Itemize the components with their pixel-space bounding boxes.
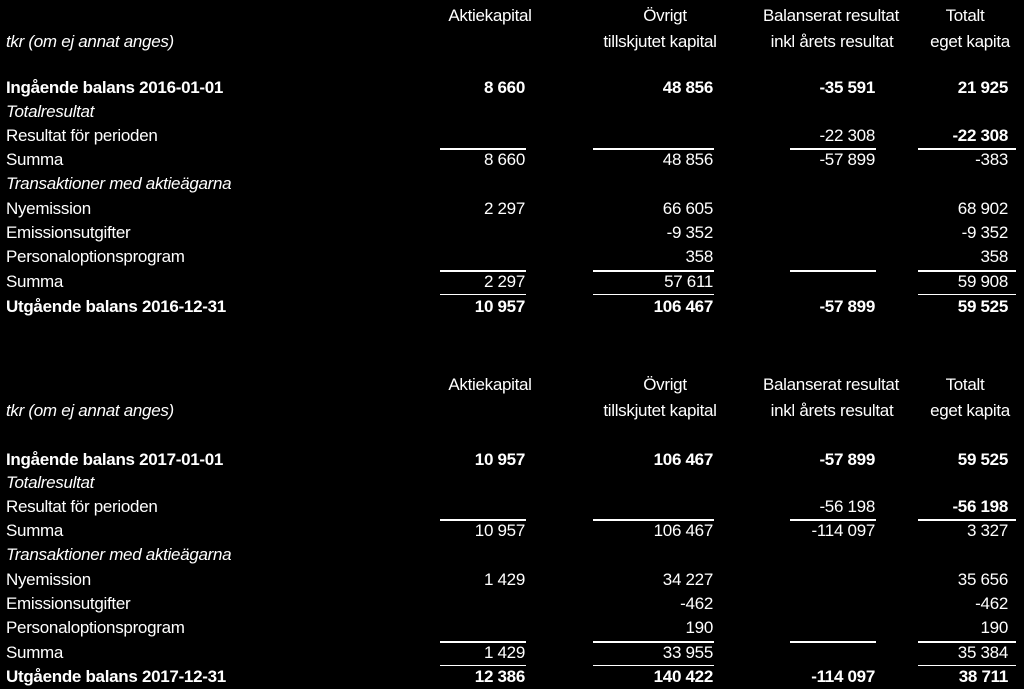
table-row: Utgående balans 2017-12-31 12 386 140 422 -114 097 38 711 xyxy=(6,667,1008,686)
col-header-ovrigt-line2: tillskjutet kapital xyxy=(603,32,717,51)
table-row: Ingående balans 2017-01-01 10 957 106 467 -57 899 59 525 xyxy=(6,450,1008,469)
col-header-totalt-line1: Totalt xyxy=(945,375,985,394)
table-row: Resultat för perioden -56 198 -56 198 xyxy=(6,497,1008,516)
col-header-ovrigt-line1: Övrigt xyxy=(643,6,687,25)
table-row: Personaloptionsprogram 190 190 xyxy=(6,618,1008,637)
col-header-aktiekapital: Aktiekapital xyxy=(448,6,532,25)
col-header-balanserat-line1: Balanserat resultat xyxy=(762,6,900,25)
table-row: Ingående balans 2016-01-01 8 660 48 856 -35 591 21 925 xyxy=(6,78,1008,97)
table-row: Personaloptionsprogram 358 358 xyxy=(6,247,1008,266)
table-row: Utgående balans 2016-12-31 10 957 106 467 -57 899 59 525 xyxy=(6,297,1008,316)
table-row: Summa 10 957 106 467 -114 097 3 327 xyxy=(6,521,1008,540)
col-header-totalt-line1: Totalt xyxy=(945,6,985,25)
col-header-aktiekapital: Aktiekapital xyxy=(448,375,532,394)
table-row: Resultat för perioden -22 308 -22 308 xyxy=(6,126,1008,145)
col-header-ovrigt-line1: Övrigt xyxy=(643,375,687,394)
table-row: Totalresultat xyxy=(6,473,95,492)
unit-label: tkr (om ej annat anges) xyxy=(6,32,174,51)
col-header-balanserat-line2: inkl årets resultat xyxy=(770,32,894,51)
col-header-balanserat-line1: Balanserat resultat xyxy=(762,375,900,394)
unit-label: tkr (om ej annat anges) xyxy=(6,401,174,420)
col-header-totalt-line2: eget kapita xyxy=(930,32,1010,51)
table-row: Totalresultat xyxy=(6,102,95,121)
col-header-ovrigt-line2: tillskjutet kapital xyxy=(603,401,717,420)
table-row: Summa 8 660 48 856 -57 899 -383 xyxy=(6,150,1008,169)
col-header-balanserat-line2: inkl årets resultat xyxy=(770,401,894,420)
table-row: Nyemission 1 429 34 227 35 656 xyxy=(6,570,1008,589)
table-row: Summa 1 429 33 955 35 384 xyxy=(6,643,1008,662)
table-row: Transaktioner med aktieägarna xyxy=(6,174,232,193)
table-row: Summa 2 297 57 611 59 908 xyxy=(6,272,1008,291)
table-row: Emissionsutgifter -9 352 -9 352 xyxy=(6,223,1008,242)
table-row: Transaktioner med aktieägarna xyxy=(6,545,232,564)
table-row: Emissionsutgifter -462 -462 xyxy=(6,594,1008,613)
col-header-totalt-line2: eget kapita xyxy=(930,401,1010,420)
table-row: Nyemission 2 297 66 605 68 902 xyxy=(6,199,1008,218)
